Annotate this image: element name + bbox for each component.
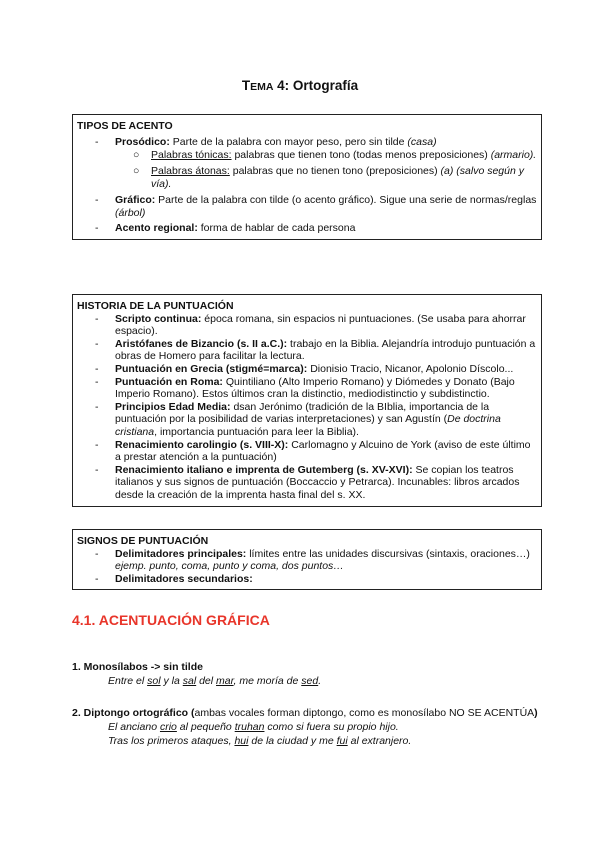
list-item: - Principios Edad Media: dsan Jerónimo (tradición de la BIblia, importancia de la puntuación por la posibilidad de varias interpretaciones) y san Agustín (De doctrina cristiana, importancia puntuación para leer la Biblia). (95, 400, 501, 438)
list-item: - Delimitadores principales: límites entre las unidades discursivas (sintaxis, oraciones…) ejemp. punto, coma, punto y coma, dos puntos… (95, 547, 530, 573)
list-item: - Renacimiento carolingio (s. VIII-X): Carlomagno y Alcuino de York (aviso de este último a prestar atención a la puntuación) (95, 438, 531, 464)
sub-list-item: ○ Palabras tónicas: palabras que tienen tono (todas menos preposiciones) (armario). (133, 149, 537, 161)
list-item: - Delimitadores secundarios: (95, 572, 253, 585)
box-heading: SIGNOS DE PUNTUACIÓN (77, 535, 209, 547)
list-item: - Puntuación en Grecia (stigmé=marca): Dionisio Tracio, Nicanor, Apolonio Díscolo... (95, 362, 514, 375)
example-sentence: Tras los primeros ataques, hui de la ciudad y me fui al extranjero. (108, 735, 412, 747)
list-item: - Acento regional: forma de hablar de cada persona (95, 222, 356, 234)
rule-heading: 1. Monosílabos -> sin tilde (72, 661, 203, 673)
punctuation-signs-box (72, 529, 542, 590)
accent-types-box (72, 114, 542, 240)
list-item: - Gráfico: Parte de la palabra con tilde (o acento gráfico). Sigue una serie de normas/reglas (árbol) (95, 194, 537, 219)
list-item: - Puntuación en Roma: Quintiliano (Alto Imperio Romano) y Diómedes y Donato (Bajo Imperio Romano). Estos últimos cran la distinctio, mediodistinctio y subdistinctio. (95, 375, 515, 401)
punctuation-history-box (72, 294, 542, 507)
box-heading: HISTORIA DE LA PUNTUACIÓN (77, 300, 234, 312)
list-item: - Renacimiento italiano e imprenta de Gutemberg (s. XV-XVI): Se copian los teatros italianos y sus signos de puntuación (Boccaccio y Petrarca). Incunables: libros arcados desde la creación de la imprenta hasta final del s. XX. (95, 463, 520, 501)
section-heading: 4.1. ACENTUACIÓN GRÁFICA (72, 612, 270, 628)
example-sentence: El anciano crio al pequeño truhan como si fuera su propio hijo. (108, 721, 399, 733)
list-item: - Prosódico: Parte de la palabra con mayor peso, pero sin tilde (casa) (95, 136, 437, 148)
list-item: - Aristófanes de Bizancio (s. II a.C.): trabajo en la Biblia. Alejandría introdujo puntuación a obras de Homero para facilitar la lectura. (95, 337, 536, 363)
rule-monosyllables (72, 660, 542, 688)
example-sentence: Entre el sol y la sal del mar, me moría de sed. (108, 675, 322, 687)
rule-diphthong (72, 706, 542, 748)
box-heading: TIPOS DE ACENTO (77, 120, 173, 132)
page-title: TEMA 4: Ortografía (241, 78, 359, 93)
list-item: - Scripto continua: época romana, sin espacios ni puntuaciones. (Se usaba para ahorrar espacio). (95, 312, 526, 338)
rule-heading: 2. Diptongo ortográfico (ambas vocales forman diptongo, como es monosílabo NO SE ACENTÚA) (72, 707, 538, 719)
sub-list-item: ○ Palabras átonas: palabras que no tienen tono (preposiciones) (a) (salvo según y vía). (133, 165, 524, 190)
